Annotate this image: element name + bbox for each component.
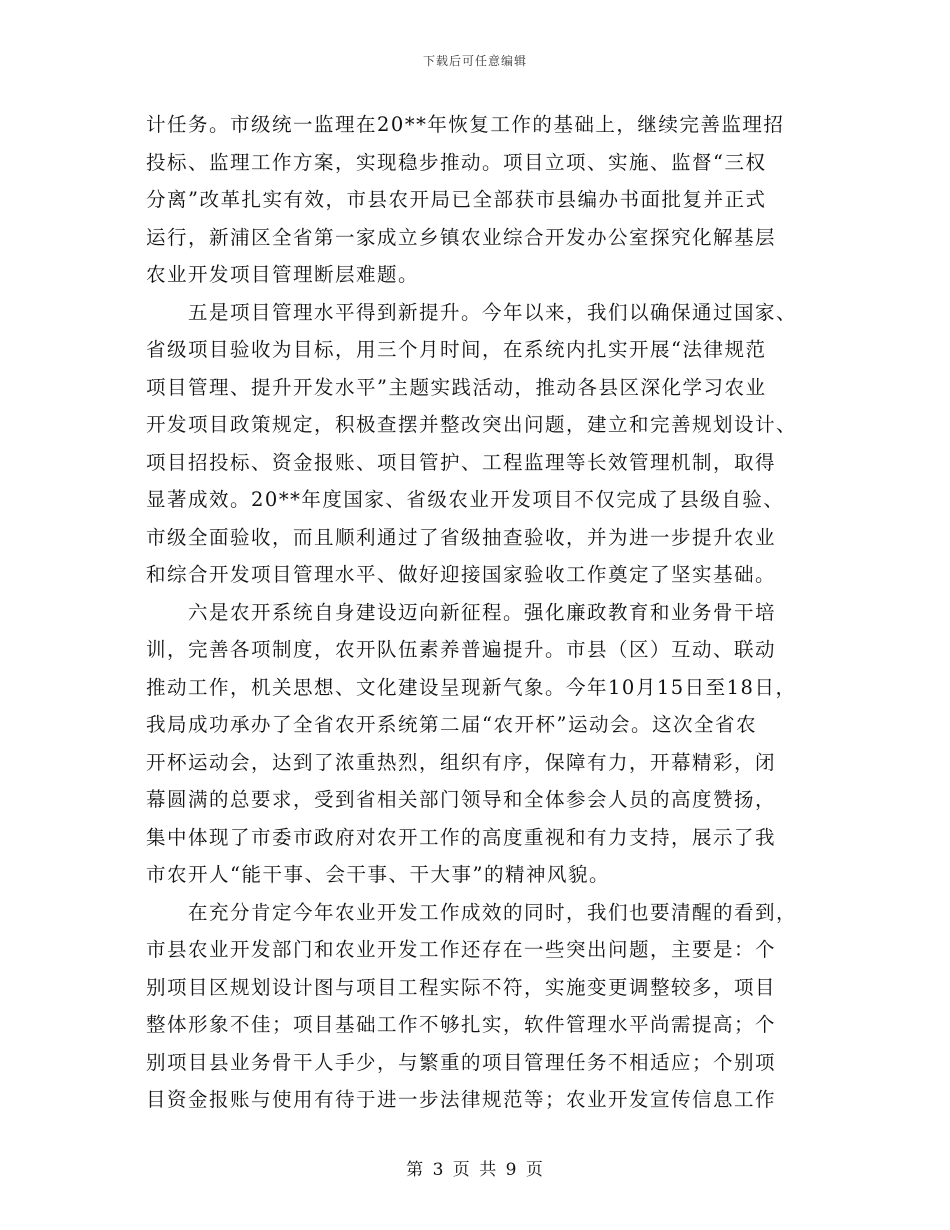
paragraph-4: 在充分肯定今年农业开发工作成效的同时，我们也要清醒的看到， 市县农业开发部门和农业开发工作还存在一些突出问题，主要是：个 别项目区规划设计图与项目工程实际不符，实施变更调整较多，项目 整体形象不佳；项目基础工作不够扎实，软件管理水平尚需提高；个 别项目县业务骨干人手少，与繁重的项目管理任务不相适应；个别项 目资金报账与使用有待于进一步法律规范等；农业开发宣传信息工作 [146,900,798,1111]
paragraph-2: 五是项目管理水平得到新提升。今年以来，我们以确保通过国家、 省级项目验收为目标，用三个月时间，在系统内扎实开展“法律规范 项目管理、提升开发水平”主题实践活动，推动各县区深化学习农业 开发项目政策规定，积极查摆并整改突出问题，建立和完善规划设计、 项目招投标、资金报账、项目管护、工程监理等长效管理机制，取得 显著成效。20**年度国家、省级农业开发项目不仅完成了县级自验、 市级全面验收，而且顺利通过了省级抽查验收，并为进一步提升农业 和综合开发项目管理水平、做好迎接国家验收工作奠定了坚实基础。 [146,300,798,586]
document-body [146,106,812,1119]
page-number-footer: 第 3 页 共 9 页 [406,1160,544,1180]
page-header: 下载后可任意编辑 [422,54,527,68]
paragraph-1: 计任务。市级统一监理在20**年恢复工作的基础上，继续完善监理招 投标、监理工作方案，实现稳步推动。项目立项、实施、监督“三权 分离”改革扎实有效，市县农开局已全部获市县编办书面批复并正式 运行，新浦区全省第一家成立乡镇农业综合开发办公室探究化解基层 农业开发项目管理断层难题。 [146,113,785,286]
paragraph-3: 六是农开系统自身建设迈向新征程。强化廉政教育和业务骨干培 训，完善各项制度，农开队伍素养普遍提升。市县（区）互动、联动 推动工作，机关思想、文化建设呈现新气象。今年10月15日至18日， 我局成功承办了全省农开系统第二届“农开杯”运动会。这次全省农 开杯运动会，达到了浓重热烈，组织有序，保障有力，开幕精彩，闭 幕圆满的总要求，受到省相关部门领导和全体参会人员的高度赞扬， 集中体现了市委市政府对农开工作的高度重视和有力支持，展示了我 市农开人“能干事、会干事、干大事”的精神风貌。 [146,600,797,886]
